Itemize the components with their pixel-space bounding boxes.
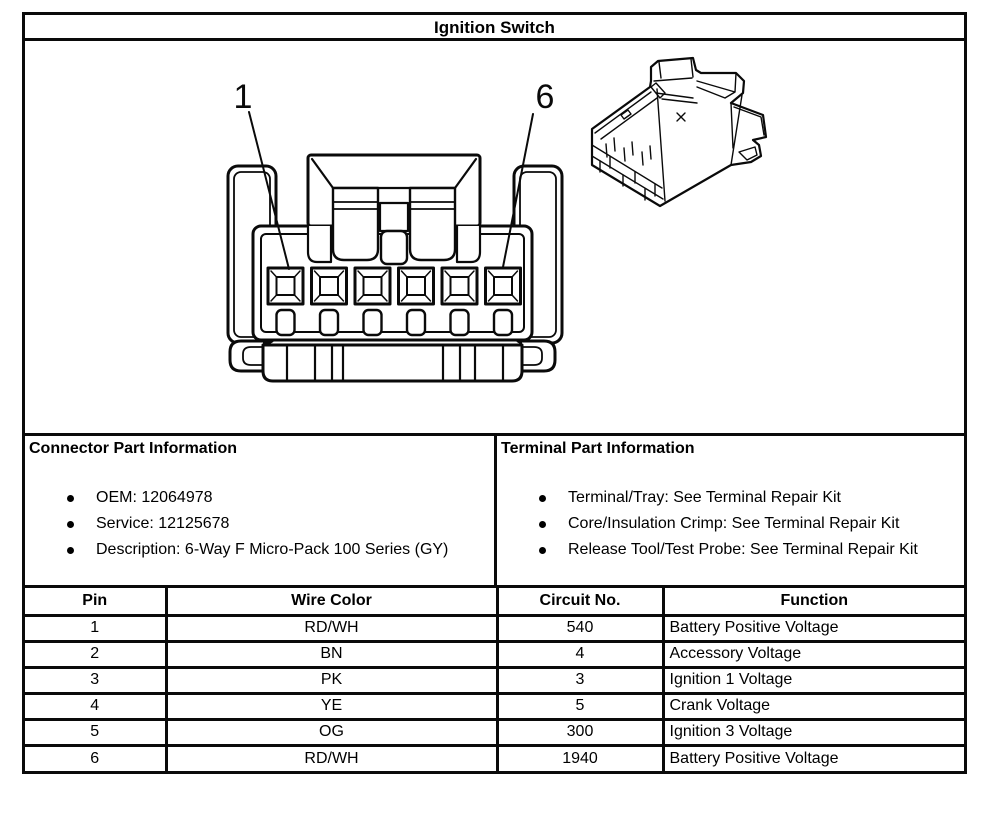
table-row	[25, 615, 964, 641]
table-row	[25, 667, 964, 693]
cell-function: Accessory Voltage	[663, 641, 964, 667]
document-frame	[22, 12, 967, 774]
cell-wire-color: OG	[166, 719, 497, 745]
bullet-icon	[539, 495, 546, 502]
list-item: Release Tool/Test Probe: See Terminal Repair Kit	[501, 537, 960, 563]
cell-function: Battery Positive Voltage	[663, 745, 964, 771]
list-item: Core/Insulation Crimp: See Terminal Repair Kit	[501, 511, 960, 537]
cell-function: Crank Voltage	[663, 693, 964, 719]
cell-function: Ignition 3 Voltage	[663, 719, 964, 745]
cell-wire-color: BN	[166, 641, 497, 667]
cell-wire-color: YE	[166, 693, 497, 719]
table-row	[25, 693, 964, 719]
cell-wire-color: RD/WH	[166, 745, 497, 771]
connector-diagram-area	[25, 41, 964, 436]
bullet-icon	[67, 521, 74, 528]
list-item: Service: 12125678	[29, 511, 490, 537]
cell-circuit-no: 540	[497, 615, 663, 641]
connector-3d-view	[592, 58, 766, 206]
pin6-label: 6	[535, 78, 555, 116]
col-header-wire-color: Wire Color	[166, 588, 497, 615]
connector-part-information	[25, 436, 497, 585]
terminal-info-list	[501, 485, 960, 563]
cell-pin: 3	[25, 667, 166, 693]
cell-pin: 6	[25, 745, 166, 771]
cell-circuit-no: 3	[497, 667, 663, 693]
col-header-circuit-no: Circuit No.	[497, 588, 663, 615]
cell-function: Battery Positive Voltage	[663, 615, 964, 641]
table-row	[25, 641, 964, 667]
base-strip	[263, 345, 522, 381]
bullet-icon	[67, 547, 74, 554]
table-header-row	[25, 588, 964, 615]
table-row	[25, 745, 964, 771]
cell-pin: 4	[25, 693, 166, 719]
cell-pin: 2	[25, 641, 166, 667]
page-title: Ignition Switch	[25, 15, 964, 41]
terminal-part-information	[497, 436, 964, 585]
cell-circuit-no: 1940	[497, 745, 663, 771]
table-row	[25, 719, 964, 745]
connector-info-heading: Connector Part Information	[29, 440, 238, 457]
cell-pin: 1	[25, 615, 166, 641]
cell-wire-color: RD/WH	[166, 615, 497, 641]
list-item: Terminal/Tray: See Terminal Repair Kit	[501, 485, 960, 511]
cell-circuit-no: 5	[497, 693, 663, 719]
list-item: Description: 6-Way F Micro-Pack 100 Series (GY)	[29, 537, 490, 563]
col-header-pin: Pin	[25, 588, 166, 615]
list-item: OEM: 12064978	[29, 485, 490, 511]
bullet-icon	[67, 495, 74, 502]
cell-pin: 5	[25, 719, 166, 745]
col-header-function: Function	[663, 588, 964, 615]
pinout-table	[25, 588, 964, 771]
cell-wire-color: PK	[166, 667, 497, 693]
cell-function: Ignition 1 Voltage	[663, 667, 964, 693]
pin1-label: 1	[233, 78, 253, 116]
cell-circuit-no: 4	[497, 641, 663, 667]
bullet-icon	[539, 521, 546, 528]
connector-info-list	[29, 485, 490, 563]
connector-front-view	[228, 78, 562, 381]
terminal-info-heading: Terminal Part Information	[501, 440, 695, 457]
bullet-icon	[539, 547, 546, 554]
connector-diagram	[25, 41, 964, 436]
cell-circuit-no: 300	[497, 719, 663, 745]
